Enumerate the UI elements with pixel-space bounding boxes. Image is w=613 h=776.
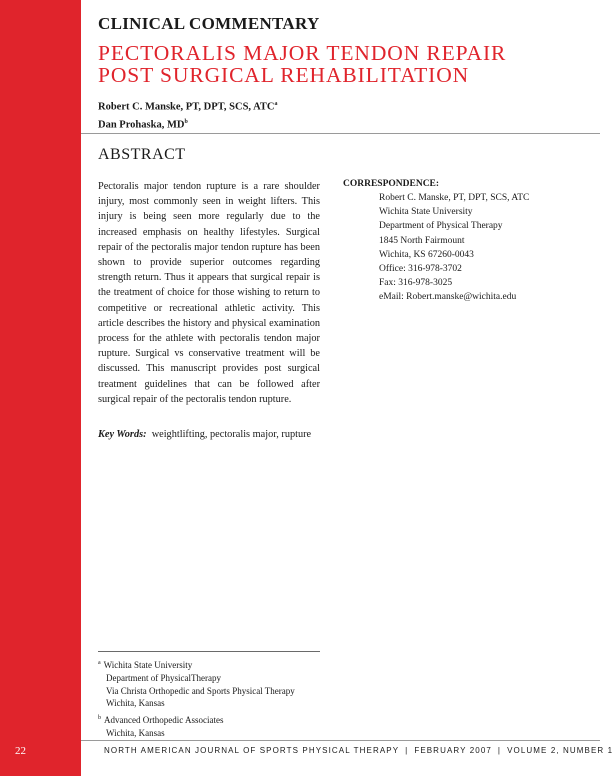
article-header xyxy=(98,14,588,132)
author-affiliation-mark: b xyxy=(184,118,188,125)
footer-journal: NORTH AMERICAN JOURNAL OF SPORTS PHYSICAL THERAPY xyxy=(104,746,400,755)
footnote-mark: a xyxy=(98,660,101,666)
red-sidebar xyxy=(0,0,81,776)
footnote-line: Via Christa Orthopedic and Sports Physical Therapy xyxy=(106,685,295,696)
author-1 xyxy=(98,97,588,115)
correspondence-street: 1845 North Fairmount xyxy=(379,235,465,246)
correspondence-fax: Fax: 316-978-3025 xyxy=(379,278,453,289)
footnote-line: Wichita, Kansas xyxy=(106,698,165,709)
keywords-label: Key Words: xyxy=(98,429,147,440)
article-title-line-2: POST SURGICAL REHABILITATION xyxy=(98,63,470,87)
article-kicker: CLINICAL COMMENTARY xyxy=(98,14,320,33)
footnote-text: Advanced Orthopedic Associates xyxy=(104,715,224,725)
footer-volume: VOLUME 2, NUMBER 1 xyxy=(507,746,613,755)
correspondence-city: Wichita, KS 67260-0043 xyxy=(379,249,474,260)
footnote-divider xyxy=(98,651,320,652)
header-divider xyxy=(81,133,600,134)
keywords xyxy=(98,427,320,442)
keywords-text: weightlifting, pectoralis major, rupture xyxy=(151,429,312,440)
correspondence-block xyxy=(343,178,588,305)
author-affiliation-mark: a xyxy=(274,101,278,107)
correspondence-name: Robert C. Manske, PT, DPT, SCS, ATC xyxy=(379,193,530,203)
correspondence-heading: CORRESPONDENCE: xyxy=(343,179,440,189)
running-footer xyxy=(104,746,613,755)
author-name: Dan Prohaska, MD xyxy=(98,119,185,130)
correspondence-office-phone: Office: 316-978-3702 xyxy=(379,264,462,275)
footnote-line xyxy=(98,712,338,727)
footnote-text: Wichita State University xyxy=(103,660,193,670)
page-number: 22 xyxy=(15,745,26,757)
footnote-a xyxy=(98,657,338,710)
correspondence-institution: Wichita State University xyxy=(379,207,473,218)
footnote-line: Wichita, Kansas xyxy=(106,727,165,738)
correspondence-lines xyxy=(379,191,588,305)
footer-divider xyxy=(81,740,600,741)
article-title-line-1: PECTORALIS MAJOR TENDON REPAIR xyxy=(98,41,507,65)
footer-separator: | xyxy=(497,746,502,755)
correspondence-email: eMail: Robert.manske@wichita.edu xyxy=(379,292,517,303)
author-2 xyxy=(98,115,588,133)
footer-date: FEBRUARY 2007 xyxy=(414,746,492,755)
footnote-line: Department of PhysicalTherapy xyxy=(106,672,221,683)
author-list xyxy=(98,97,588,132)
abstract-heading: ABSTRACT xyxy=(98,146,186,163)
correspondence-department: Department of Physical Therapy xyxy=(379,221,503,232)
author-name: Robert C. Manske, PT, DPT, SCS, ATC xyxy=(98,101,275,113)
footnote-line xyxy=(98,657,338,672)
footnote-mark: b xyxy=(98,715,101,721)
footer-separator: | xyxy=(405,746,409,755)
footnote-b xyxy=(98,712,338,740)
abstract-body: Pectoralis major tendon rupture is a rare shoulder injury, most commonly seen in weight lifters. This injury is being seen more regularly due to the increased emphasis on healthy lifestyles. Surgical repair of the pectoralis major tendon rupture has been shown to provide superior outcomes regarding strength return. Thus it appears that surgical repair is the treatment of choice for those wishing to return to competitive or recreational athletic activity. This article describes the history and physical examination process for the athlete with pectoralis tendon major rupture. Surgical vs conservative treatment will be discussed. This manuscript provides post surgical treatment guidelines that can be followed after surgical repair of the pectoralis tendon rupture. xyxy=(98,181,320,405)
